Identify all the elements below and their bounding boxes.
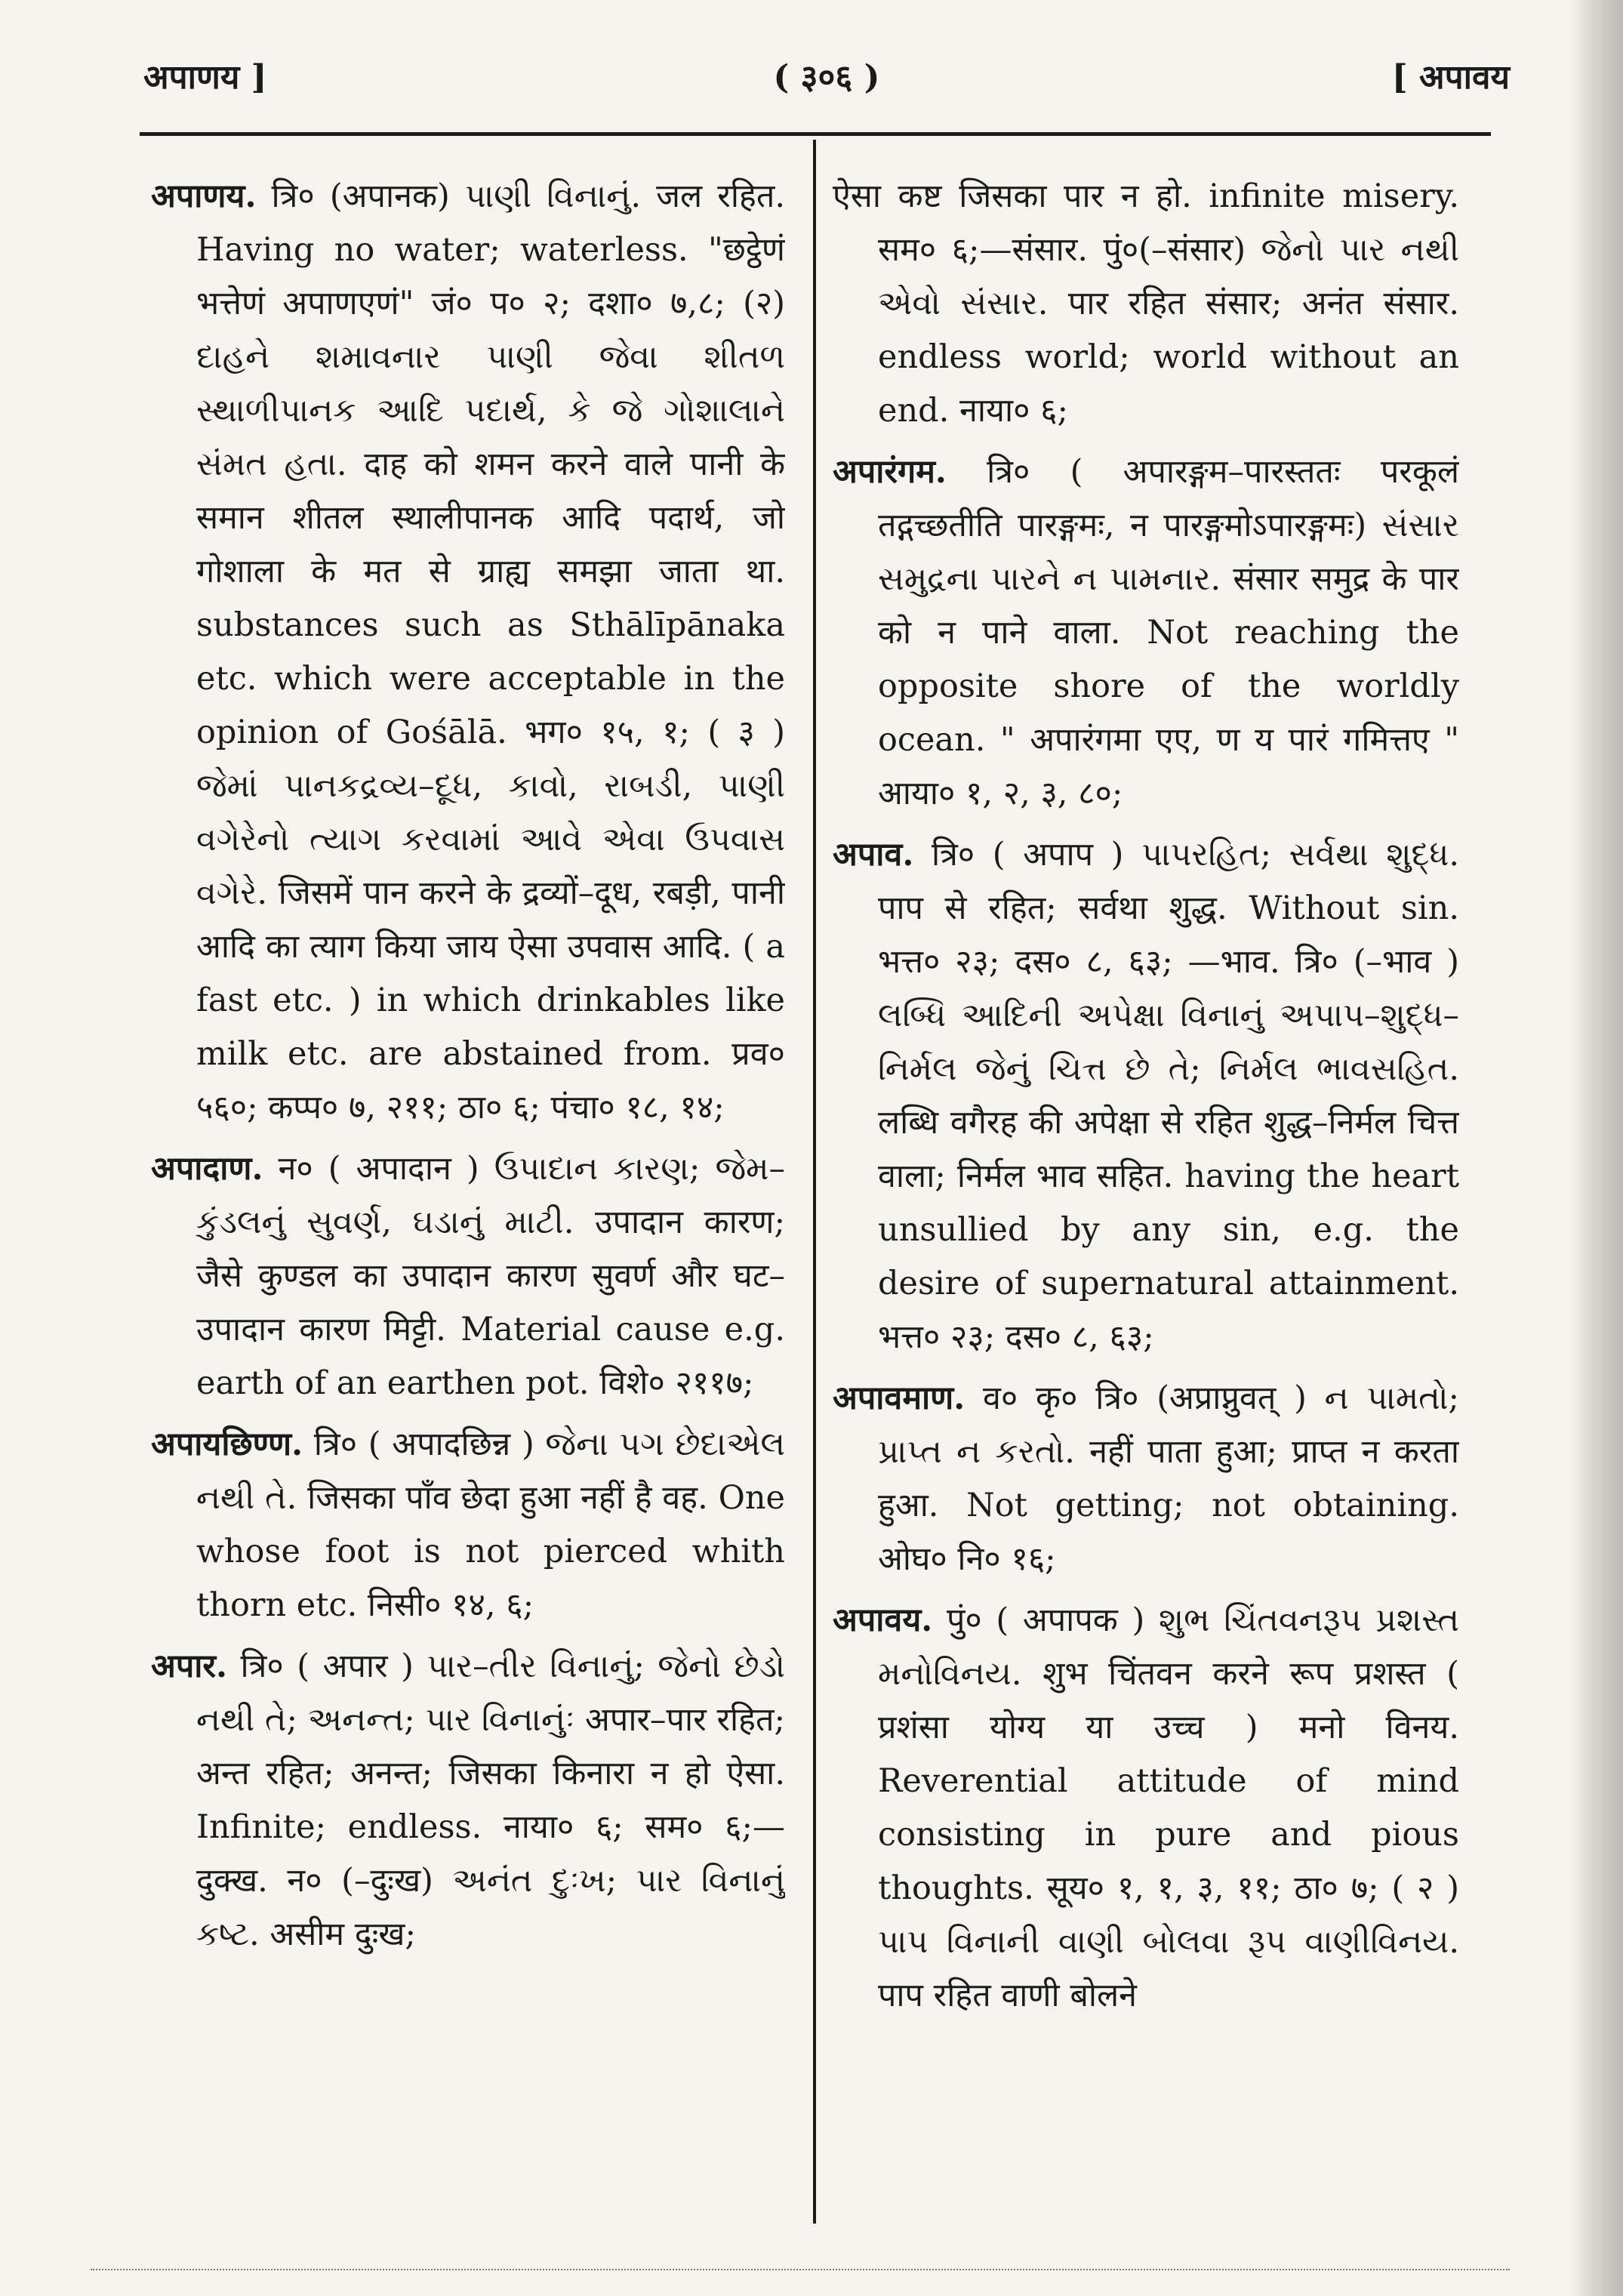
page-number: ( ३०६ ) [773, 58, 880, 97]
header-rule [140, 132, 1491, 136]
entry-text: त्रि० (अपानक) પાણી વિનાનું. जल रहित. Having no water; waterless. "छट्ठेणं भत्तेणं अपाणएणं" जं० प० २; दशा० ७,८; (२) દાહને શમાવનાર પાણી જેવા શીતળ સ્થાળીપાનક આદિ પદાર્થ, કે જે ગોશાલાને સંમત હતા. दाह को शमन करने वाले पानी के समान शीतल स्थालीपानक आदि पदार्थ, जो गोशाला के मत से ग्राह्य समझा जाता था. substances such as Sthālīpānaka etc. which were acceptable in the opinion of Gośālā. भग० १५, १; ( ३ ) જેમાં પાનકદ્રવ્ય–દૂધ, કાવો, રાબડી, પાણી વગેરેનો ત્યાગ કરવામાં આવે એવા ઉપવાસ વગેરે. जिसमें पान करने के द्रव्यों–दूध, रबड़ी, पानी आदि का त्याग किया जाय ऐसा उपवास आदि. ( a fast etc. ) in which drinkables like milk etc. are abstained from. प्रव० ५६०; कप्प० ७, २११; ठा० ६; पंचा० १८, १४; [196, 177, 785, 1126]
dictionary-entry [833, 445, 1459, 821]
entry-text: त्रि० ( अपार ) પાર–તીર વિનાનું; જેનો છેડો નથી તે; અનન્ત; પાર વિનાનુંઃ अपार–पार रहित; अन्त रहित; अनन्त; जिसका किनारा न हो ऐसा. Infinite; endless. नाया० ६; सम० ६;—दुक्ख. न० (–दुःख) અનંત દુઃખ; પાર વિનાનું કષ્ટ. असीम दुःख; [196, 1647, 785, 1953]
entry-headword: अपारंगम. [833, 453, 947, 491]
entry-headword: अपावमाण. [833, 1379, 965, 1417]
page-header [143, 38, 1510, 106]
left-column [151, 170, 785, 2224]
dictionary-entry [151, 1640, 785, 1962]
dictionary-entry [833, 828, 1459, 1364]
entry-headword: अपादाण. [151, 1150, 263, 1188]
entry-text: व० कृ० त्रि० (अप्राप्नुवत् ) ન પામતો; પ્રાપ્ત ન કરતો. नहीं पाता हुआ; प्राप्त न करता हुआ. Not getting; not obtaining. ओघ० नि० १६; [878, 1379, 1459, 1578]
entry-text: त्रि० ( अपादछिन्न ) જેના પગ છેદાએલ નથી તે. जिसका पाँव छेदा हुआ नहीं है वह. One whose foot is not pierced whith thorn etc. निसी० १४, ६; [196, 1425, 785, 1624]
header-right-guideword: [ अपावय [1391, 58, 1510, 97]
entry-text: त्रि० ( अपारङ्गम–पारस्ततः परकूलं तद्गच्छतीति पारङ्गमः, न पारङ्गमोऽपारङ्गमः) સંસાર સમુદ્રના પારને ન પામનાર. संसार समुद्र के पार को न पाने वाला. Not reaching the opposite shore of the worldly ocean. " अपारंगमा एए, ण य पारं गमित्तए " आया० १, २, ३, ८०; [878, 453, 1459, 812]
entry-headword: अपावय. [833, 1601, 933, 1639]
entry-headword: अपाणय. [151, 177, 257, 215]
dictionary-entry [151, 1418, 785, 1632]
column-divider [813, 140, 816, 2224]
dictionary-entry [833, 1372, 1459, 1586]
dictionary-entry [151, 170, 785, 1135]
page-edge [1570, 0, 1623, 2296]
entry-text: ऐसा कष्ट जिसका पार न हो. infinite misery. सम० ६;—संसार. पुं०(–संसार) જેનો પાર નથી એવો સંસાર. पार रहित संसार; अनंत संसार. endless world; world without an end. नाया० ६; [833, 177, 1459, 430]
entry-headword: अपाव. [833, 836, 914, 874]
entry-text: पुं० ( अपापक ) શુભ ચિંતવનરૂપ પ્રશસ્ત મનોવિનય. शुभ चिंतवन करने रूप प्रशस्त ( प्रशंसा योग्य या उच्च ) मनो विनय. Reverential attitude of mind consisting in pure and pious thoughts. सूय० १, १, ३, ११; ठा० ७; ( २ ) પાપ વિનાની વાણી બોલવા રૂપ વાણીવિનય. पाप रहित वाणी बोलने [878, 1601, 1459, 2014]
entry-text: न० ( अपादान ) ઉપાદાન કારણ; જેમ–કુંડલનું સુવર્ણ, ઘડાનું માટી. उपादान कारण; जैसे कुण्डल का उपादान कारण सुवर्ण और घट–उपादान कारण मिट्टी. Material cause e.g. earth of an earthen pot. विशे० २११७; [196, 1150, 785, 1402]
entry-text: त्रि० ( अपाप ) પાપરહિત; સર્વથા શુદ્ધ. पाप से रहित; सर्वथा शुद्ध. Without sin. भत्त० २३; दस० ८, ६३; —भाव. त्रि० (–भाव ) લબ્ધિ આદિની અપેક્ષા વિનાનું અપાપ–શુદ્ધ–નિર્મલ જેનું ચિત્ત છે તે; નિર્મલ ભાવસહિત. लब्धि वगैरह की अपेक्षा से रहित शुद्ध–निर्मल चित्त वाला; निर्मल भाव सहित. having the heart unsullied by any sin, e.g. the desire of supernatural attainment. भत्त० २३; दस० ८, ६३; [878, 836, 1459, 1356]
dictionary-entry-continued [833, 170, 1459, 438]
entry-headword: अपार. [151, 1647, 227, 1685]
right-column [833, 170, 1459, 2224]
entry-headword: अपायछिण्ण. [151, 1425, 303, 1463]
dictionary-entry [833, 1594, 1459, 2023]
bottom-edge [91, 2269, 1510, 2272]
dictionary-entry [151, 1142, 785, 1410]
header-left-guideword: अपाणय ] [143, 58, 267, 97]
